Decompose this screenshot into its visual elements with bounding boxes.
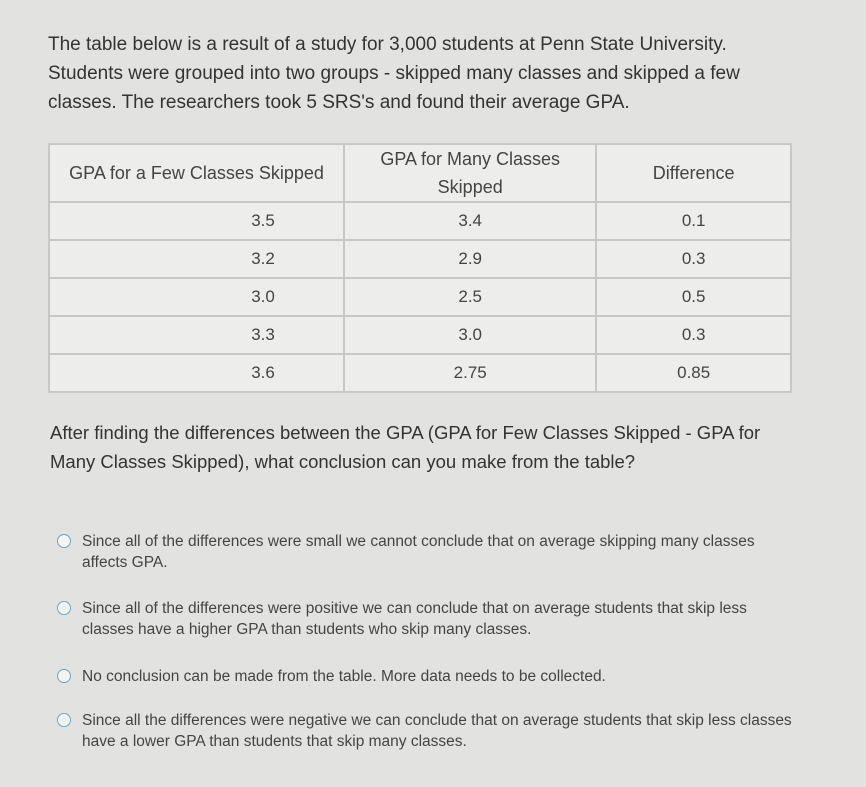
question-text: After finding the differences between the GPA (GPA for Few Classes Skipped - GPA for Many Classes Skipped), what conclusion can you make from the table? [50,422,761,472]
intro-text: The table below is a result of a study for 3,000 students at Penn State University. Students were grouped into two groups - skipped many classes and skipped a few classes. The researchers took 5 SRS's and found their average GPA. [48,34,740,113]
cell-many-skipped: 3.4 [344,202,596,240]
radio-button-icon[interactable] [57,601,71,615]
cell-many-skipped: 2.9 [344,240,596,278]
table-row [49,278,791,316]
answer-option-3[interactable] [52,666,797,687]
table-row [49,202,791,240]
cell-many-skipped: 2.5 [344,278,596,316]
radio-button-icon[interactable] [57,534,71,548]
table-row [49,240,791,278]
cell-few-skipped: 3.5 [49,202,344,240]
cell-few-skipped: 3.0 [49,278,344,316]
answer-option-label: No conclusion can be made from the table. More data needs to be collected. [82,668,606,685]
radio-button-icon[interactable] [57,713,71,727]
cell-few-skipped: 3.6 [49,354,344,392]
cell-many-skipped: 2.75 [344,354,596,392]
table-header-row [49,144,791,202]
answer-option-2[interactable] [52,598,797,640]
answer-option-4[interactable] [52,710,797,752]
answer-option-label: Since all of the differences were small we cannot conclude that on average skipping many classes affects GPA. [82,533,755,571]
answer-option-label: Since all the differences were negative we can conclude that on average students that skip less classes have a lower GPA than students that skip many classes. [82,712,792,750]
cell-many-skipped: 3.0 [344,316,596,354]
header-difference: Difference [596,144,791,202]
cell-difference: 0.3 [596,316,791,354]
cell-difference: 0.1 [596,202,791,240]
cell-few-skipped: 3.3 [49,316,344,354]
table-row [49,354,791,392]
header-few-skipped: GPA for a Few Classes Skipped [49,144,344,202]
header-many-skipped: GPA for Many Classes Skipped [344,144,596,202]
cell-difference: 0.3 [596,240,791,278]
answer-option-1[interactable] [52,531,797,573]
answer-option-label: Since all of the differences were positive we can conclude that on average students that skip less classes have a higher GPA than students who skip many classes. [82,600,747,638]
gpa-table [48,143,792,393]
cell-difference: 0.5 [596,278,791,316]
cell-few-skipped: 3.2 [49,240,344,278]
radio-button-icon[interactable] [57,669,71,683]
cell-difference: 0.85 [596,354,791,392]
table-row [49,316,791,354]
